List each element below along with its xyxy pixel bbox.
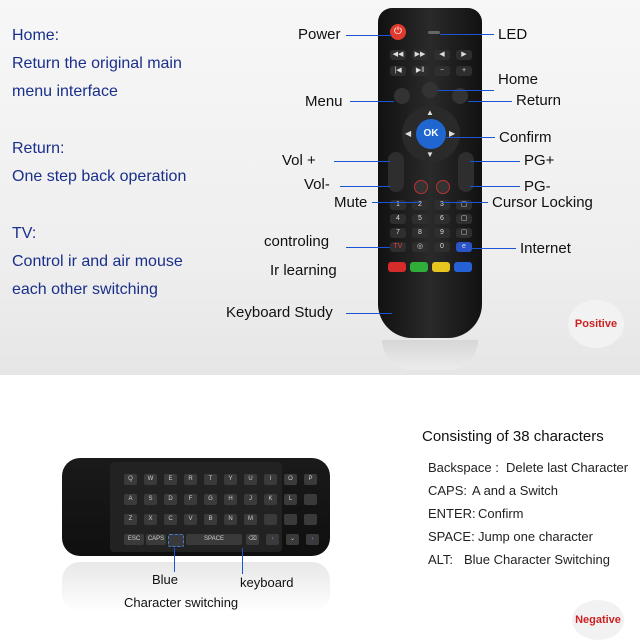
keyboard-study-label: Keyboard Study xyxy=(226,304,333,321)
vol-minus-label: Vol- xyxy=(304,176,330,193)
negative-badge: Negative xyxy=(572,600,624,640)
confirm-leader xyxy=(446,137,495,138)
return-leader xyxy=(468,101,512,102)
cursor-locking-leader xyxy=(442,202,488,203)
key-description: Confirm xyxy=(478,506,524,521)
home-desc-2: menu interface xyxy=(12,83,118,100)
keyboard-leader xyxy=(242,548,243,574)
up-arrow-icon[interactable]: ▲ xyxy=(426,108,434,117)
cursor-locking-label: Cursor Locking xyxy=(492,194,593,211)
number-key[interactable]: ◎ xyxy=(412,242,428,252)
return-label: Return xyxy=(516,92,562,109)
home-title: Home: xyxy=(12,27,60,44)
blue-label: Blue xyxy=(152,572,179,587)
keyboard-key[interactable]: V xyxy=(184,514,197,525)
backspace-key[interactable]: ⌫ xyxy=(246,534,259,545)
fast-forward-button[interactable]: ▶▶ xyxy=(412,50,428,60)
caps-key[interactable]: CAPS xyxy=(146,534,166,545)
number-key[interactable]: 0 xyxy=(434,242,450,252)
led-label: LED xyxy=(498,26,528,43)
internet-leader xyxy=(472,248,516,249)
led-leader xyxy=(440,34,494,35)
remote-reflection xyxy=(382,340,478,370)
play-pause-button[interactable]: ▶‖ xyxy=(412,66,428,76)
pg-plus-leader xyxy=(470,161,520,162)
keyboard-key[interactable]: H xyxy=(224,494,237,505)
key-name: CAPS: xyxy=(428,483,468,498)
keyboard-key[interactable]: L xyxy=(284,494,297,505)
keyboard-key[interactable]: O xyxy=(284,474,297,485)
keyboard-key[interactable] xyxy=(284,514,297,525)
volume-up-button[interactable]: ▶ xyxy=(456,50,472,60)
mute-label: Mute xyxy=(334,194,368,211)
yellow-button[interactable] xyxy=(432,262,450,272)
home-button[interactable] xyxy=(422,82,438,98)
keyboard-key[interactable]: W xyxy=(144,474,157,485)
return-desc: One step back operation xyxy=(12,168,187,185)
menu-button[interactable] xyxy=(394,88,410,104)
keyboard-key[interactable]: C xyxy=(164,514,177,525)
menu-leader xyxy=(350,101,394,102)
number-key[interactable]: 4 xyxy=(390,214,406,224)
keyboard-study-leader xyxy=(346,313,392,314)
right-key[interactable]: › xyxy=(306,534,319,545)
pg-minus-leader xyxy=(470,186,520,187)
tv-desc-1: Control ir and air mouse xyxy=(12,253,183,270)
internet-label: Internet xyxy=(520,240,571,257)
keyboard-key[interactable] xyxy=(304,514,317,525)
home-desc-1: Return the original main xyxy=(12,55,182,72)
tv-button[interactable]: TV xyxy=(390,242,406,252)
power-label: Power xyxy=(298,26,341,43)
keyboard-key[interactable]: G xyxy=(204,494,217,505)
keyboard-key[interactable]: P xyxy=(304,474,317,485)
keyboard-key[interactable]: Y xyxy=(224,474,237,485)
keyboard-key[interactable]: F xyxy=(184,494,197,505)
blue-button[interactable] xyxy=(454,262,472,272)
keyboard-label: keyboard xyxy=(240,575,294,590)
power-leader xyxy=(346,35,392,36)
keyboard-key[interactable]: X xyxy=(144,514,157,525)
keyboard-key[interactable]: Z xyxy=(124,514,137,525)
ok-button[interactable]: OK xyxy=(416,119,446,149)
ir-learning-label: Ir learning xyxy=(270,262,337,279)
red-button[interactable] xyxy=(388,262,406,272)
number-key[interactable]: 8 xyxy=(412,228,428,238)
number-key[interactable]: 1 xyxy=(390,200,406,210)
power-icon[interactable]: ⏻ xyxy=(390,24,406,40)
alt-key[interactable] xyxy=(168,534,184,547)
tv-title: TV: xyxy=(12,225,37,242)
menu-label: Menu xyxy=(305,93,343,110)
right-arrow-icon[interactable]: ▶ xyxy=(449,129,456,138)
positive-badge: Positive xyxy=(568,300,624,348)
vol-plus-leader xyxy=(334,161,390,162)
number-key[interactable]: 5 xyxy=(412,214,428,224)
left-key[interactable]: ‹ xyxy=(266,534,279,545)
key-name: ENTER: xyxy=(428,506,476,521)
key-description: Delete last Character xyxy=(506,460,629,475)
mute-button[interactable] xyxy=(414,180,428,194)
keyboard-key[interactable]: B xyxy=(204,514,217,525)
mute-leader xyxy=(372,202,420,203)
zoom-out-button[interactable]: − xyxy=(434,66,450,76)
left-arrow-icon[interactable]: ◀ xyxy=(405,129,412,138)
tv-note xyxy=(12,220,183,304)
cursor-lock-button[interactable] xyxy=(436,180,450,194)
keyboard-key[interactable]: J xyxy=(244,494,257,505)
keyboard-info-heading: Consisting of 38 characters xyxy=(422,428,604,445)
keyboard-key[interactable]: T xyxy=(204,474,217,485)
internet-button[interactable]: e xyxy=(456,242,472,252)
confirm-label: Confirm xyxy=(499,129,552,146)
vol-rocker[interactable] xyxy=(388,152,404,192)
number-key[interactable]: 3 xyxy=(434,200,450,210)
previous-button[interactable]: |◀ xyxy=(390,66,406,76)
pg-plus-label: PG+ xyxy=(524,152,555,169)
volume-down-button[interactable]: ◀ xyxy=(434,50,450,60)
number-key[interactable]: ▢ xyxy=(456,214,472,224)
blue-leader xyxy=(174,548,175,572)
rewind-button[interactable]: ◀◀ xyxy=(390,50,406,60)
tv-desc-2: each other switching xyxy=(12,281,158,298)
led-indicator xyxy=(428,31,440,34)
key-name: SPACE: xyxy=(428,529,475,544)
number-key[interactable]: 9 xyxy=(434,228,450,238)
down-arrow-icon[interactable]: ▼ xyxy=(426,150,434,159)
key-name: Backspace : xyxy=(428,460,499,475)
keyboard-key[interactable]: D xyxy=(164,494,177,505)
green-button[interactable] xyxy=(410,262,428,272)
pg-minus-label: PG- xyxy=(524,178,551,195)
space-key[interactable]: SPACE xyxy=(186,534,242,545)
controling-label: controling xyxy=(264,233,330,250)
number-key[interactable]: 2 xyxy=(412,200,428,210)
key-description: Jump one character xyxy=(478,529,593,544)
keyboard-key[interactable]: R xyxy=(184,474,197,485)
down-key[interactable]: ⌄ xyxy=(286,534,299,545)
home-note xyxy=(12,22,182,106)
keyboard-key[interactable]: N xyxy=(224,514,237,525)
keyboard-key[interactable]: S xyxy=(144,494,157,505)
keyboard-key[interactable]: I xyxy=(264,474,277,485)
key-name: ALT: xyxy=(428,552,454,567)
keyboard-key[interactable]: K xyxy=(264,494,277,505)
home-leader xyxy=(438,90,494,91)
zoom-in-button[interactable]: + xyxy=(456,66,472,76)
vol-minus-leader xyxy=(340,186,390,187)
keyboard-key[interactable] xyxy=(304,494,317,505)
return-note xyxy=(12,135,186,191)
character-switching-label: Character switching xyxy=(124,595,239,610)
number-key[interactable]: 7 xyxy=(390,228,406,238)
number-key[interactable]: ▢ xyxy=(456,200,472,210)
number-key[interactable]: ▢ xyxy=(456,228,472,238)
keyboard-key[interactable]: E xyxy=(164,474,177,485)
key-description: Blue Character Switching xyxy=(464,552,610,567)
key-description: A and a Switch xyxy=(472,483,558,498)
return-title: Return: xyxy=(12,140,65,157)
home-label: Home xyxy=(498,71,539,88)
controling-leader xyxy=(346,247,390,248)
keyboard-key[interactable]: Q xyxy=(124,474,137,485)
keyboard-key[interactable]: U xyxy=(244,474,257,485)
keyboard-key[interactable]: A xyxy=(124,494,137,505)
keyboard-key[interactable]: M xyxy=(244,514,257,525)
esc-key[interactable]: ESC xyxy=(124,534,144,545)
number-key[interactable]: 6 xyxy=(434,214,450,224)
vol-plus-label: Vol + xyxy=(282,152,316,169)
keyboard-key[interactable] xyxy=(264,514,277,525)
